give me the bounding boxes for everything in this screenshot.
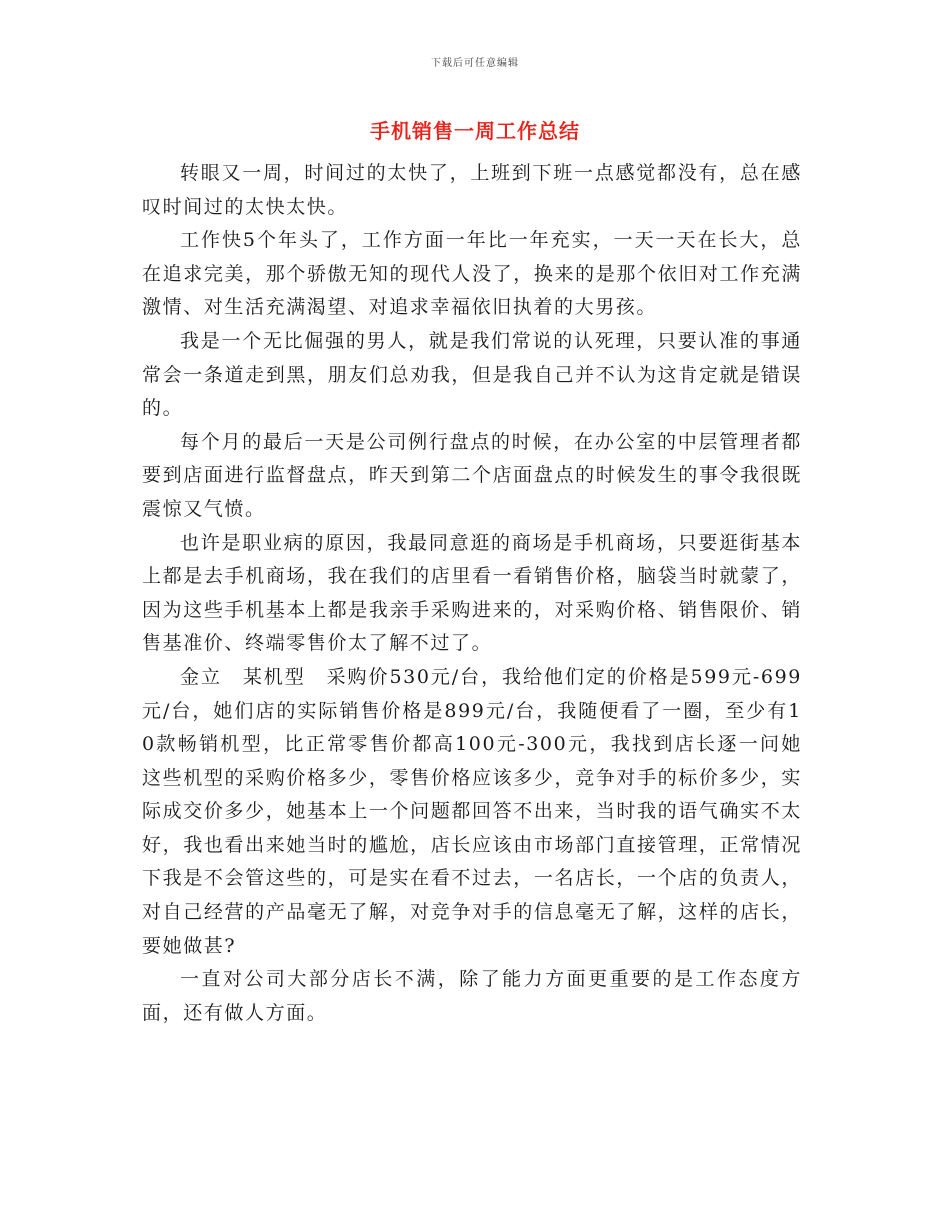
paragraph: 每个月的最后一天是公司例行盘点的时候，在办公室的中层管理者都要到店面进行监督盘点，昨天到第二个店面盘点的时候发生的事令我很既震惊又气愤。 bbox=[142, 430, 802, 520]
page-header-note: 下载后可任意编辑 bbox=[431, 58, 519, 69]
paragraph: 一直对公司大部分店长不满，除了能力方面更重要的是工作态度方面，还有做人方面。 bbox=[142, 968, 802, 1024]
paragraph: 也许是职业病的原因，我最同意逛的商场是手机商场，只要逛街基本上都是去手机商场，我在我们的店里看一看销售价格，脑袋当时就蒙了，因为这些手机基本上都是我亲手采购进来的，对采购价格、销售限价、销售基准价、终端零售价太了解不过了。 bbox=[142, 531, 802, 655]
paragraph: 转眼又一周，时间过的太快了，上班到下班一点感觉都没有，总在感叹时间过的太快太快。 bbox=[142, 162, 802, 218]
paragraph: 工作快5个年头了，工作方面一年比一年充实，一天一天在长大，总在追求完美，那个骄傲无知的现代人没了，换来的是那个依旧对工作充满激情、对生活充满渴望、对追求幸福依旧执着的大男孩。 bbox=[142, 229, 802, 319]
document-body bbox=[142, 157, 802, 1030]
paragraph: 金立 某机型 采购价530元/台，我给他们定的价格是599元-699元/台，她们店的实际销售价格是899元/台，我随便看了一圈，至少有10款畅销机型，比正常零售价都高100元-300元，我找到店长逐一问她这些机型的采购价格多少，零售价格应该多少，竞争对手的标价多少，实际成交价多少，她基本上一个问题都回答不出来，当时我的语气确实不太好，我也看出来她当时的尴尬，店长应该由市场部门直接管理，正常情况下我是不会管这些的，可是实在看不过去，一名店长，一个店的负责人，对自己经营的产品毫无了解，对竞争对手的信息毫无了解，这样的店长，要她做甚? bbox=[142, 665, 802, 957]
document-title: 手机销售一周工作总结 bbox=[370, 119, 580, 143]
paragraph: 我是一个无比倔强的男人，就是我们常说的认死理，只要认准的事通常会一条道走到黑，朋友们总劝我，但是我自己并不认为这肯定就是错误的。 bbox=[142, 329, 802, 420]
